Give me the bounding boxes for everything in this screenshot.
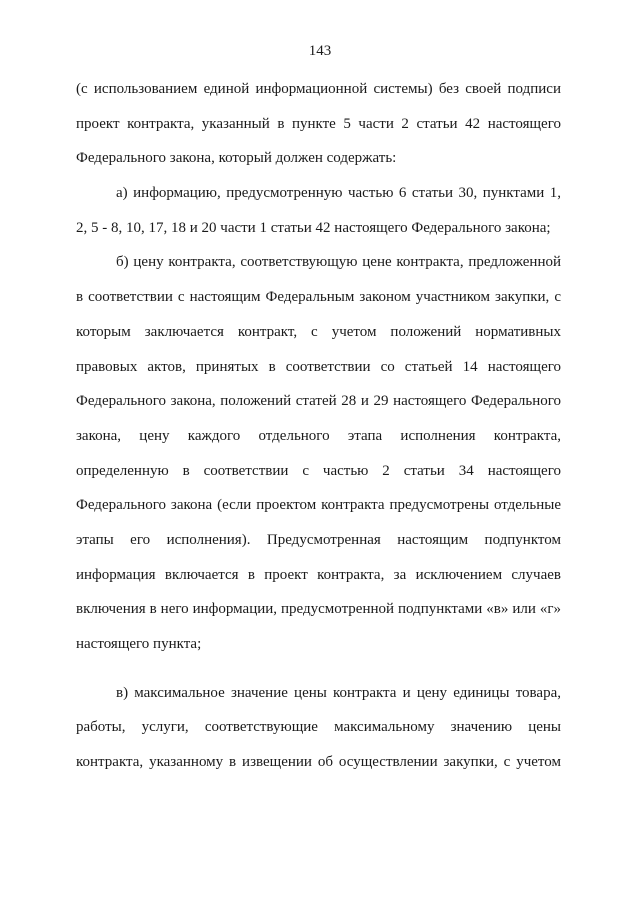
text-line: информация включается в проект контракта, за исключением случаев [76,566,561,583]
text-line: закона, цену каждого отдельного этапа исполнения контракта, [76,427,561,444]
text-line: в соответствии с настоящим Федеральным законом участником закупки, с [76,289,561,306]
text-line: контракта, указанному в извещении об осуществлении закупки, с учетом [76,754,561,771]
page-number: 143 [308,43,332,59]
text-line: (с использованием единой информационной системы) без своей подписи [76,81,561,97]
text-line: б) цену контракта, соответствующую цене контракта, предложенной [116,254,561,271]
text-line: в) максимальное значение цены контракта и цену единицы товара, [116,684,561,701]
document-text [76,79,561,787]
text-line: Федерального закона (если проектом контракта предусмотрены отдельные [76,497,561,514]
text-line: проект контракта, указанный в пункте 5 части 2 статьи 42 настоящего [76,115,561,132]
text-line: а) информацию, предусмотренную частью 6 статьи 30, пунктами 1, [116,185,561,202]
text-line: работы, услуги, соответствующие максимальному значению цены [76,719,561,736]
text-line: Федерального закона, который должен содержать: [76,150,397,167]
text-line: этапы его исполнения). Предусмотренная настоящим подпунктом [76,531,561,548]
text-line: Федерального закона, положений статей 28 и 29 настоящего Федерального [76,393,561,410]
text-line: настоящего пункта; [76,636,202,652]
text-line: 2, 5 - 8, 10, 17, 18 и 20 части 1 статьи 42 настоящего Федерального закона; [76,219,551,236]
text-line: которым заключается контракт, с учетом положений нормативных [76,323,561,340]
text-line: включения в него информации, предусмотренной подпунктами «в» или «г» [76,601,561,618]
text-line: определенную в соответствии с частью 2 статьи 34 настоящего [76,462,561,479]
text-line: правовых актов, принятых в соответствии со статьей 14 настоящего [76,358,561,375]
